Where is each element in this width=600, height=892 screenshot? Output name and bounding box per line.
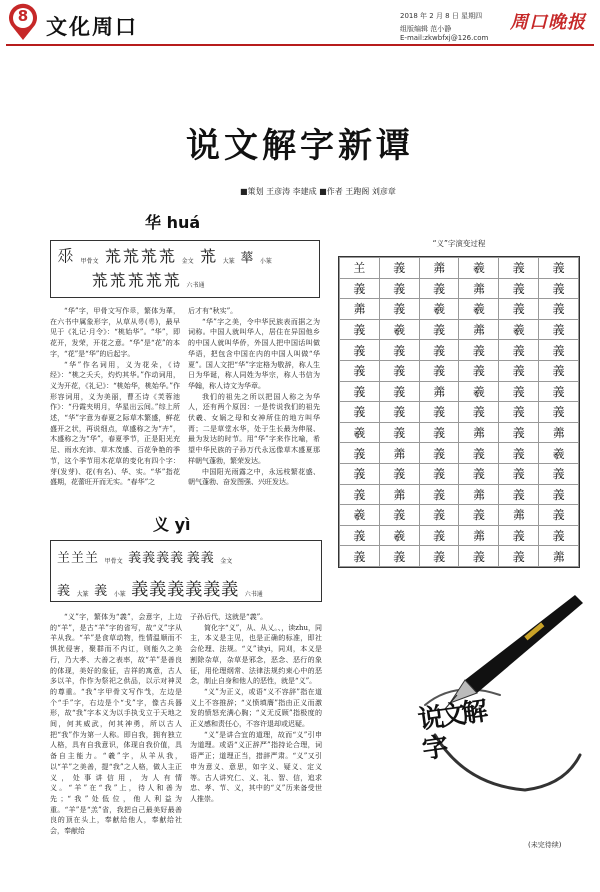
evolution-glyph-cell: 羛 xyxy=(419,258,459,279)
evolution-glyph-cell: 義 xyxy=(340,319,380,340)
evolution-glyph-cell: 義 xyxy=(379,340,419,361)
evolution-row xyxy=(340,319,579,340)
evolution-glyph-cell: 義 xyxy=(499,340,539,361)
evolution-glyph-cell: 義 xyxy=(499,381,539,402)
yi-bronze-glyphs: 義義義義 xyxy=(128,551,185,566)
evolution-row xyxy=(340,381,579,402)
yi-bronze-glyphs-2: 義義 xyxy=(186,551,215,566)
hua-script-box xyxy=(50,240,320,298)
evolution-glyph-cell: 羛 xyxy=(379,484,419,505)
evolution-glyph-cell: 義 xyxy=(539,258,579,279)
evolution-row xyxy=(340,299,579,320)
evolution-row xyxy=(340,340,579,361)
evolution-glyph-cell: 羲 xyxy=(539,443,579,464)
evolution-glyph-cell: 羲 xyxy=(340,422,380,443)
evolution-glyph-cell: 羛 xyxy=(499,505,539,526)
evolution-glyph-cell: 義 xyxy=(499,402,539,423)
hua-label-oracle: 甲骨文 xyxy=(80,257,99,265)
yi-label-bronze: 金文 xyxy=(220,557,233,565)
evolution-glyph-cell: 羛 xyxy=(419,381,459,402)
evolution-glyph-cell: 義 xyxy=(419,340,459,361)
evolution-glyph-cell: 義 xyxy=(419,422,459,443)
evolution-glyph-cell: 羛 xyxy=(539,546,579,567)
evolution-glyph-cell: 義 xyxy=(459,443,499,464)
evolution-glyph-cell: 義 xyxy=(459,546,499,567)
evolution-glyph-cell: 義 xyxy=(499,546,539,567)
evolution-glyph-cell: 羲 xyxy=(499,319,539,340)
evolution-glyph-cell: 義 xyxy=(499,360,539,381)
evolution-row xyxy=(340,402,579,423)
evolution-glyph-cell: 義 xyxy=(379,381,419,402)
evolution-glyph-cell: 義 xyxy=(379,402,419,423)
evolution-glyph-cell: 義 xyxy=(379,422,419,443)
evolution-row xyxy=(340,278,579,299)
evolution-glyph-cell: 羛 xyxy=(340,299,380,320)
paragraph: 中国阳光雨露之中，永远枝繁花盛、朝气蓬勃、奋发图强、兴旺发达。 xyxy=(188,467,320,487)
evolution-glyph-cell: 義 xyxy=(539,360,579,381)
evolution-glyph-cell: 義 xyxy=(419,484,459,505)
calligraphy-mark: 说文解字 xyxy=(416,696,486,766)
evolution-row xyxy=(340,525,579,546)
yi-label-oracle: 甲骨文 xyxy=(104,557,123,565)
evolution-glyph-cell: 義 xyxy=(539,299,579,320)
evolution-row xyxy=(340,422,579,443)
evolution-glyph-cell: 義 xyxy=(539,340,579,361)
evolution-glyph-cell: 義 xyxy=(379,360,419,381)
evolution-glyph-cell: 義 xyxy=(419,319,459,340)
layout-editor: 组版编辑 范小静 xyxy=(400,25,452,33)
evolution-row xyxy=(340,463,579,484)
evolution-glyph-cell: 羲 xyxy=(419,299,459,320)
evolution-glyph-cell: 羛 xyxy=(459,319,499,340)
evolution-table xyxy=(338,256,580,568)
evolution-row xyxy=(340,505,579,526)
evolution-row xyxy=(340,258,579,279)
evolution-glyph-cell: 義 xyxy=(539,278,579,299)
hua-oracle-glyph: 𠂹 xyxy=(57,247,75,267)
evolution-glyph-cell: 義 xyxy=(340,443,380,464)
evolution-glyph-cell: 義 xyxy=(340,546,380,567)
evolution-glyph-cell: 羛 xyxy=(379,443,419,464)
evolution-glyph-cell: 義 xyxy=(379,463,419,484)
evolution-glyph-cell: 義 xyxy=(419,360,459,381)
evolution-glyph-cell: 義 xyxy=(379,278,419,299)
evolution-glyph-cell: 羲 xyxy=(459,381,499,402)
evolution-glyph-cell: 義 xyxy=(340,463,380,484)
hua-label-bronze: 金文 xyxy=(181,257,194,265)
evolution-glyph-cell: 義 xyxy=(340,402,380,423)
evolution-glyph-cell: 義 xyxy=(499,463,539,484)
evolution-glyph-cell: 義 xyxy=(340,525,380,546)
paragraph: 我们的祖先之所以把国人称之为华人，还有两个原因：一是传说我们的祖先伏羲、女娲之母和女神所住的地方叫华胥；二是草堂水华，处于生长最为伸展、最为发达的时节。用“华”字来作比喻，希望中华民族的子孙万代永远像草木盛夏那样朝气蓬勃，繁荣发达。 xyxy=(188,392,320,465)
evolution-glyph-cell: 羲 xyxy=(379,525,419,546)
evolution-glyph-cell: 義 xyxy=(459,360,499,381)
evolution-row xyxy=(340,360,579,381)
hua-label-liushu: 六书通 xyxy=(186,281,205,289)
evolution-glyph-cell: 義 xyxy=(499,525,539,546)
article-credits: ■策划 王彦涛 李建成 ■作者 王跑阁 刘彦章 xyxy=(240,187,396,196)
page-number: 8 xyxy=(17,7,29,25)
evolution-glyph-cell: 羛 xyxy=(459,278,499,299)
to-be-continued: (未完待续) xyxy=(528,841,562,849)
evolution-glyph-cell: 義 xyxy=(340,360,380,381)
evolution-glyph-cell: 義 xyxy=(499,258,539,279)
evolution-glyph-cell: 羲 xyxy=(459,299,499,320)
yi-small-seal-glyph: 義 xyxy=(94,584,109,599)
evolution-glyph-cell: 義 xyxy=(419,278,459,299)
evolution-glyph-cell: 義 xyxy=(459,505,499,526)
evolution-glyph-cell: 義 xyxy=(419,525,459,546)
evolution-glyph-cell: 義 xyxy=(340,381,380,402)
evolution-glyph-cell: 義 xyxy=(419,402,459,423)
evolution-glyph-cell: 羛 xyxy=(539,422,579,443)
evolution-glyph-cell: 義 xyxy=(379,505,419,526)
paragraph: 简化字“义”，从、从乂。、，读zhu，同主，本义是主见，也是正确的标准，即社会伦理、法规。“义”读yi，同刈，本义是割除杂草，杂草是邪念，恶念、恶行的象征，用伦理纲常、法律法规约束心中的恶念，制止自身和他人的恶性，就是“义”。 xyxy=(190,623,322,686)
evolution-row xyxy=(340,546,579,567)
evolution-glyph-cell: 義 xyxy=(539,463,579,484)
issue-date: 2018 年 2 月 8 日 星期四 xyxy=(400,12,483,20)
evolution-glyph-cell: 義 xyxy=(419,443,459,464)
paragraph: 后才有“秋实”。 xyxy=(188,307,238,315)
yi-text-column-2 xyxy=(190,612,322,880)
section-title: 文化周口 xyxy=(46,14,138,39)
paragraph: “华”字，甲骨文写作𠂹，繁体为華，在六书中属象形字，从草从𠌶(𠌶)，最早见于《礼记·月令》：“桃始华”。“华”，即花开，发荣，开花之意。“华”是“花”的本字，“花”是“华”的后起字。 xyxy=(50,307,180,358)
evolution-glyph-cell: 義 xyxy=(539,381,579,402)
evolution-glyph-cell: 義 xyxy=(499,443,539,464)
evolution-glyph-cell: 羛 xyxy=(459,484,499,505)
evolution-table-title: “义”字演变过程 xyxy=(432,239,486,248)
evolution-glyph-cell: 義 xyxy=(499,484,539,505)
evolution-glyph-cell: 義 xyxy=(379,546,419,567)
evolution-glyph-cell: 義 xyxy=(459,340,499,361)
evolution-glyph-cell: 羛 xyxy=(459,422,499,443)
editor-email: E-mail:zkwbfxj@126.com xyxy=(400,34,489,42)
evolution-glyph-cell: 羛 xyxy=(459,525,499,546)
evolution-glyph-cell: 義 xyxy=(539,402,579,423)
yi-oracle-glyphs: 𦍌𦍌𦍌 xyxy=(57,551,100,566)
evolution-glyph-cell: 義 xyxy=(539,525,579,546)
yi-large-seal-glyph: 義 xyxy=(57,584,72,599)
evolution-glyph-cell: 義 xyxy=(459,463,499,484)
yi-label-liushu: 六书通 xyxy=(244,590,263,598)
hua-label-large-seal: 大篆 xyxy=(222,257,235,265)
hua-label-small-seal: 小篆 xyxy=(259,257,272,265)
article-title: 说文解字新谭 xyxy=(186,126,414,166)
evolution-glyph-cell: 𦍌 xyxy=(340,258,380,279)
hua-bronze-glyphs: 𦬸𦬸𦬸𦬸 xyxy=(104,247,177,267)
evolution-glyph-cell: 義 xyxy=(539,319,579,340)
evolution-glyph-cell: 義 xyxy=(499,299,539,320)
evolution-glyph-cell: 義 xyxy=(379,258,419,279)
hua-heading: 华 huá xyxy=(145,213,201,232)
evolution-glyph-cell: 義 xyxy=(340,484,380,505)
yi-label-small-seal: 小篆 xyxy=(113,590,126,598)
paragraph: “义”字，繁体为“義”，会意字，上边的“羊”，是古“羊”字的省写，故“义”字从羊从我。“羊”是食草动物，性情温顺而不惧扰侵害，聚群而不内讧，则能久之美行，乃大孝、大善之表率，故“羊”是善良的体现，美好的象征，吉祥的寓意，古人多以羊，作作为祭祀之供品，以示对神灵的尊重。“我”字甲骨文写作𢦏，左边是个“手”字，右边是个“戈”字，像古兵器形，故“我”字本义为以手执戈立于天地之间，何其威武，何其神勇，所以古人把“我”作为第一人称。即自我，拥有独立人格，具有自我意识，体现自我价值，具备自主能力。“羲”字，从羊从我，以“羊”之美善，提“我”之人格，做人主正义，处事讲信用，为人有情义。“羊”在“我”上，待人和善为先；“我”处低位，他人利益为重。“羊”是“羔”省，我把自己最美好最善良的顶在头上，奉献给他人，奉献给社会，奉献给 xyxy=(50,613,182,836)
evolution-glyph-cell: 義 xyxy=(499,278,539,299)
evolution-glyph-cell: 義 xyxy=(459,402,499,423)
paragraph: “义”为正义，或语“义不容辞”指在道义上不容推辞；“义愤填膺”指由正义而激发的愤怒充满心胸；“义无反顾”指极度的正义感和责任心，不容许退却或迟疑。 xyxy=(190,687,322,729)
header-divider xyxy=(6,44,594,46)
evolution-glyph-cell: 義 xyxy=(419,546,459,567)
paragraph: “华”作名词用，义为花朵，《诗经》：“桃之夭夭，灼灼其华。”作动词用，义为开花，《礼记》：“桃始华，桃始华。”作形容词用，义为美丽，曹丕诗《芙蓉池作》：“丹霞夹明月，华星出云间。”综上所述，“华”字意为春夏之际草木繁盛，鲜花盛开之状，再说细点，草盛称之为“卉”，木盛称之为“华”，春夏季节，正是阳光充足、雨水充沛、草木茂盛、百花争艳的季节，这个季节用木花草的变化有四个字：芽(发芽)、花(有名)、华、实。“华”指花盛期，花蕾旺开而无实。“春华”之 xyxy=(50,360,180,487)
yi-script-box xyxy=(50,540,322,602)
yi-liushu-glyphs: 義義義義義義 xyxy=(131,580,240,600)
paragraph: 子孙后代，这就是“義”。 xyxy=(190,613,268,621)
evolution-glyph-cell: 義 xyxy=(340,340,380,361)
evolution-row xyxy=(340,484,579,505)
yi-label-large-seal: 大篆 xyxy=(76,590,89,598)
yi-text-column-1 xyxy=(50,612,182,880)
hua-text-column-2 xyxy=(188,306,320,491)
hua-small-seal-glyph: 蕐 xyxy=(240,251,255,266)
evolution-glyph-cell: 義 xyxy=(499,422,539,443)
evolution-glyph-cell: 義 xyxy=(539,505,579,526)
paragraph: “义”是讲合宜的道理，故而“义”引申为道理。或语“义正辞严”指持论合理，词语严正；道理正当，措辞严肃。“义”又引申为意义、意思，如字义、疑义、定义等。古人讲究仁、义、礼、智、信，追求忠、孝、节、义，其中的“义”历来备受世人推崇。 xyxy=(190,730,322,803)
yi-heading: 义 yì xyxy=(153,515,191,534)
hua-text-column-1 xyxy=(50,306,180,491)
evolution-glyph-cell: 義 xyxy=(379,299,419,320)
evolution-glyph-cell: 羲 xyxy=(340,505,380,526)
paragraph: “华”字之美，令中华民族表而据之为词称。中国人就叫华人，居住在异国他乡的中国人就叫华侨，外国人把中国话叫做华语，把包含中国在内的中国人叫做“华夏”。国人文把“华”字定格为敬辞，称人生日为华诞，称人同姓为华宗，称人书信为华翰，称人诗文为华章。 xyxy=(188,317,320,390)
evolution-glyph-cell: 羲 xyxy=(459,258,499,279)
hua-liushu-glyphs: 𦬸𦬸𦬸𦬸𦬸 xyxy=(91,271,181,291)
hua-large-seal-glyph: 𦬸 xyxy=(199,247,218,267)
evolution-glyph-cell: 義 xyxy=(419,463,459,484)
evolution-glyph-cell: 羲 xyxy=(379,319,419,340)
evolution-glyph-cell: 義 xyxy=(419,505,459,526)
evolution-glyph-cell: 義 xyxy=(340,278,380,299)
newspaper-logo: 周口晚报 xyxy=(510,12,586,33)
evolution-row xyxy=(340,443,579,464)
evolution-glyph-cell: 義 xyxy=(539,484,579,505)
